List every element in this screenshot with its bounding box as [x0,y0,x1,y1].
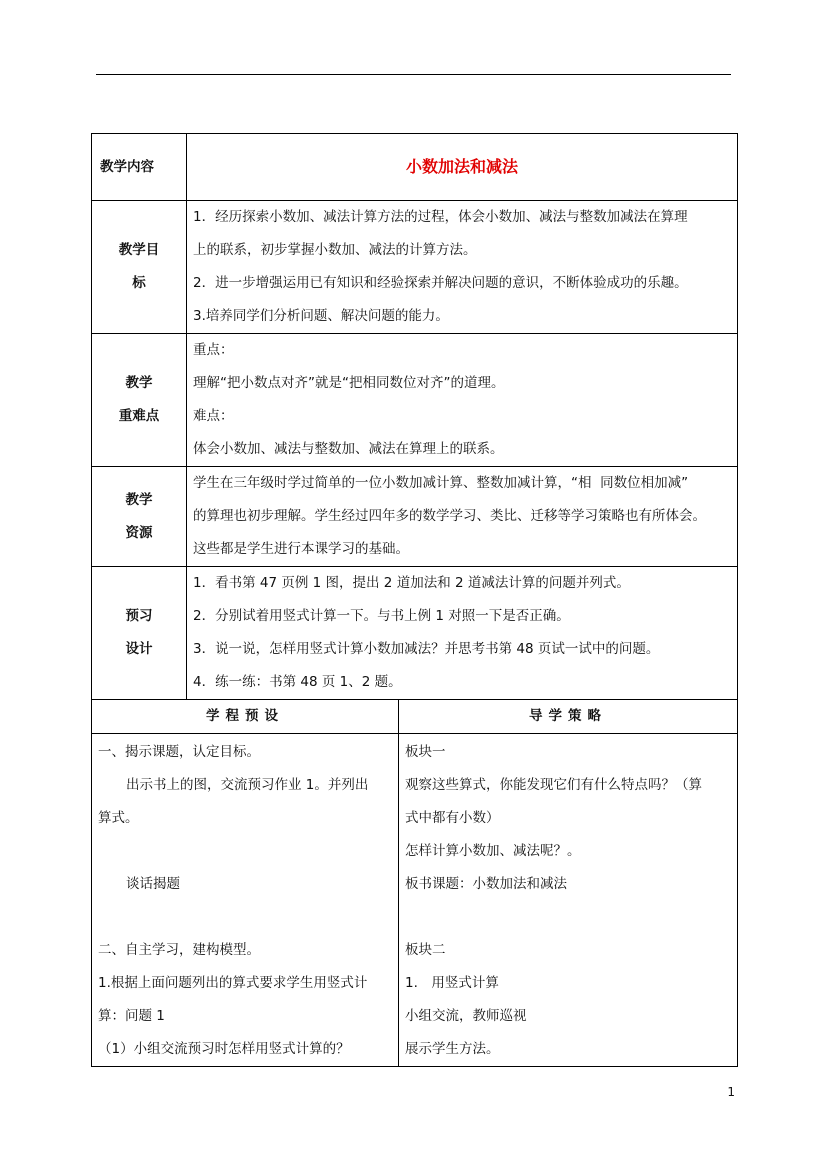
preview-line: 2．分别试着用竖式计算一下。与书上例 1 对照一下是否正确。 [193,608,570,624]
objectives-line: 2．进一步增强运用已有知识和经验探索并解决问题的意识，不断体验成功的乐趣。 [193,275,688,291]
b1-para3: 板书课题：小数加法和减法 [405,876,567,892]
process-right [399,734,738,1067]
process-header-left: 学程预设 [92,700,399,734]
difficulty-title: 难点： [193,408,234,424]
preview-line: 3．说一说，怎样用竖式计算小数加减法？并思考书第 48 页试一试中的问题。 [193,641,660,657]
blank-line [98,901,394,934]
resources-line: 这些都是学生进行本课学习的基础。 [193,541,409,557]
resources-line: 的算理也初步理解。学生经过四年多的数学学习、类比、迁移等学习策略也有所体会。 [193,508,706,524]
b1-para2: 怎样计算小数加、减法呢？。 [405,843,581,859]
difficulty-text: 体会小数加、减法与整数加、减法在算理上的联系。 [193,441,504,457]
s2-para1-line1: 1.根据上面问题列出的算式要求学生用竖式计 [98,975,368,991]
b1-para1-line1: 观察这些算式，你能发现它们有什么特点吗？（算 [405,777,702,793]
preview-label-line1: 预习 [125,608,153,624]
title-row [92,134,738,201]
blank-line [405,901,733,934]
resources-content [187,467,738,567]
b2-title: 板块二 [405,942,446,958]
lesson-title: 小数加法和减法 [406,156,519,176]
b2-para3: 展示学生方法。 [405,1041,500,1057]
preview-content [187,567,738,700]
resources-label-line2: 资源 [125,524,153,541]
preview-label [92,567,187,700]
s1-para2: 谈话揭题 [126,876,180,892]
s1-title: 一、揭示课题，认定目标。 [98,744,260,760]
resources-line: 学生在三年级时学过简单的一位小数加减计算、整数加减计算，“相 同数位相加减” [193,475,689,491]
objectives-line: 上的联系，初步掌握小数加、减法的计算方法。 [193,242,477,258]
s2-title: 二、自主学习，建构模型。 [98,942,260,958]
key-points-content [187,334,738,467]
header-rule [96,74,731,75]
preview-line: 1．看书第 47 页例 1 图，提出 2 道加法和 2 道减法计算的问题并列式。 [193,575,630,591]
title-label-text: 教学内容 [100,158,154,175]
key-points-label-line1: 教学 [125,375,153,391]
objectives-line: 1．经历探索小数加、减法计算方法的过程，体会小数加、减法与整数加减法在算理 [193,209,688,225]
resources-label [92,467,187,567]
objectives-label-line2: 标 [132,275,146,291]
focus-title: 重点： [193,342,234,358]
focus-text: 理解“把小数点对齐”就是“把相同数位对齐”的道理。 [193,375,505,391]
s2-para2: （1）小组交流预习时怎样用竖式计算的？ [98,1041,350,1057]
preview-row [92,567,738,700]
objectives-label [92,201,187,334]
key-points-label [92,334,187,467]
title-cell [187,134,738,201]
resources-row [92,467,738,567]
process-left [92,734,399,1067]
s1-para1-line2: 算式。 [98,810,139,826]
preview-label-line2: 设计 [125,641,153,657]
page-number: 1 [727,1085,735,1099]
process-content-row [92,734,738,1067]
s2-para1-line2: 算：问题 1 [98,1008,165,1024]
s1-para1-line1: 出示书上的图，交流预习作业 1。并列出 [126,777,369,793]
title-label [92,134,187,201]
lesson-plan-table [91,133,738,1067]
objectives-line: 3.培养同学们分析问题、解决问题的能力。 [193,308,449,324]
key-points-label-line2: 重难点 [118,408,160,424]
b2-para1: 1. 用竖式计算 [405,975,499,991]
resources-label-line1: 教学 [125,491,153,508]
b1-para1-line2: 式中都有小数） [405,810,500,826]
objectives-row [92,201,738,334]
b2-para2: 小组交流，教师巡视 [405,1008,527,1024]
objectives-content [187,201,738,334]
b1-title: 板块一 [405,744,446,760]
process-header-right: 导学策略 [399,700,738,734]
blank-line [98,835,394,868]
preview-line: 4．练一练：书第 48 页 1、2 题。 [193,674,402,690]
objectives-label-line1: 教学目 [118,242,160,258]
process-header-row [92,700,738,734]
key-points-row [92,334,738,467]
